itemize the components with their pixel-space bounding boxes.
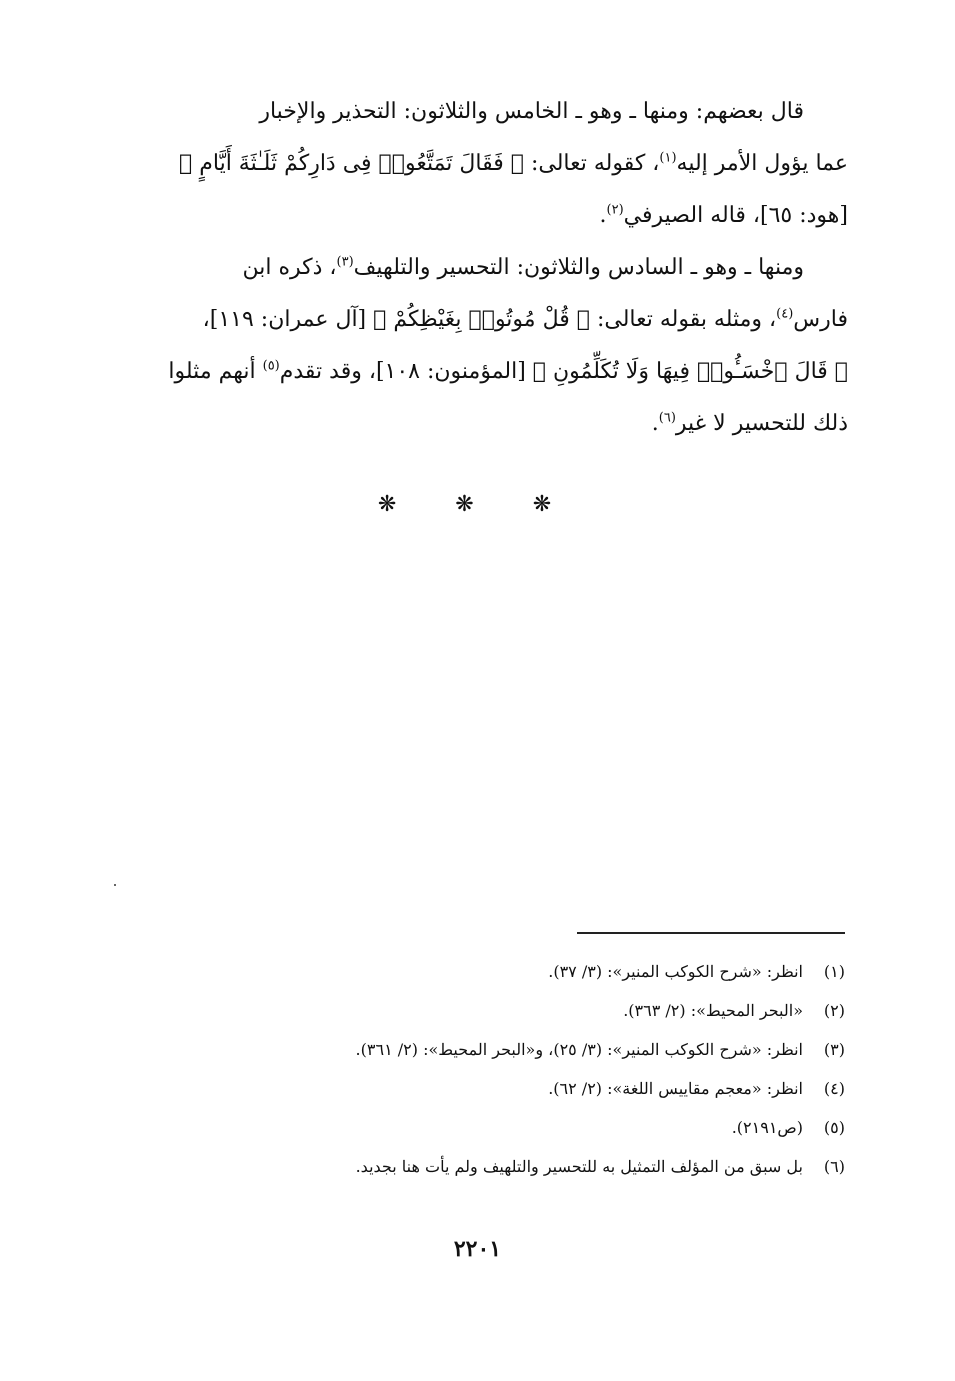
text-line: أنهم مثلوا [168, 359, 263, 384]
footnote-number: (١) [823, 962, 845, 981]
footnotes [150, 962, 845, 1196]
quran-verse: ، ومثله بقوله تعالى: ﴿ قُلْ مُوتُوا۟ بِغَيْظِكُمْ ﴾ [آل عمران: ١١٩]، [202, 307, 777, 332]
footnote-text: انظر: «شرح الكوكب المنير»: (٣/ ٢٥)، و«البحر المحيط»: (٢/ ٣٦١). [355, 1040, 803, 1059]
footnote-ref-1[interactable]: (١) [659, 150, 677, 166]
footnote-number: (٣) [823, 1040, 845, 1059]
footnote-text: انظر: «معجم مقاييس اللغة»: (٢/ ٦٢). [548, 1079, 803, 1098]
text-line: . [599, 203, 607, 228]
text-line: . [651, 411, 659, 436]
paragraph-2 [148, 242, 848, 450]
footnote-item [150, 1079, 845, 1118]
paragraph-1 [148, 86, 848, 242]
page-number: ٢٢٠١ [453, 1236, 502, 1262]
footnote-rule [577, 932, 845, 934]
text-line: ذلك للتحسير لا غير [675, 411, 848, 436]
footnote-item [150, 1001, 845, 1040]
scan-speck [114, 884, 116, 886]
footnote-text: بل سبق من المؤلف التمثيل به للتحسير والتلهيف ولم يأت هنا بجديد. [355, 1157, 803, 1176]
footnote-number: (٢) [823, 1001, 845, 1020]
footnote-item [150, 1157, 845, 1196]
footnote-text: «البحر المحيط»: (٢/ ٣٦٣). [623, 1001, 803, 1020]
footnote-text: انظر: «شرح الكوكب المنير»: (٣/ ٣٧). [548, 962, 803, 981]
quran-verse: ﴿ قَالَ ٱخْسَـُٔوا۟ فِيهَا وَلَا تُكَلِّمُونِ ﴾ [المؤمنون: ١٠٨]، وقد تقدم [279, 359, 848, 384]
text-line: قال بعضهم: ومنها ـ وهو ـ الخامس والثلاثون: التحذير والإخبار [259, 99, 804, 124]
footnote-item [150, 962, 845, 1001]
footnote-ref-4[interactable]: (٤) [776, 306, 794, 322]
quran-verse: ، كقوله تعالى: ﴿ فَقَالَ تَمَتَّعُوا۟ فِى دَارِكُمْ ثَلَـٰثَةَ أَيَّامٍ ﴾ [179, 151, 660, 176]
footnote-number: (٦) [823, 1157, 845, 1176]
text-line: فارس [793, 307, 848, 332]
footnote-ref-6[interactable]: (٦) [658, 410, 676, 426]
footnote-number: (٤) [823, 1079, 845, 1098]
footnote-number: (٥) [823, 1118, 845, 1137]
footnote-item [150, 1118, 845, 1157]
footnote-ref-3[interactable]: (٣) [336, 254, 354, 270]
text-line: ومنها ـ وهو ـ السادس والثلاثون: التحسير والتلهيف [353, 255, 804, 280]
footnote-text: (ص٢١٩١). [731, 1118, 803, 1137]
text-line: عما يؤول الأمر إليه [676, 151, 848, 176]
text-line: [هود: ٦٥]، قاله الصيرفي [623, 203, 848, 228]
footnote-item [150, 1040, 845, 1079]
footnote-ref-5[interactable]: (٥) [262, 358, 280, 374]
main-text [148, 86, 848, 450]
text-line: ، ذكره ابن [242, 255, 337, 280]
section-separator: ❋ ❋ ❋ [377, 492, 578, 517]
footnote-ref-2[interactable]: (٢) [606, 202, 624, 218]
